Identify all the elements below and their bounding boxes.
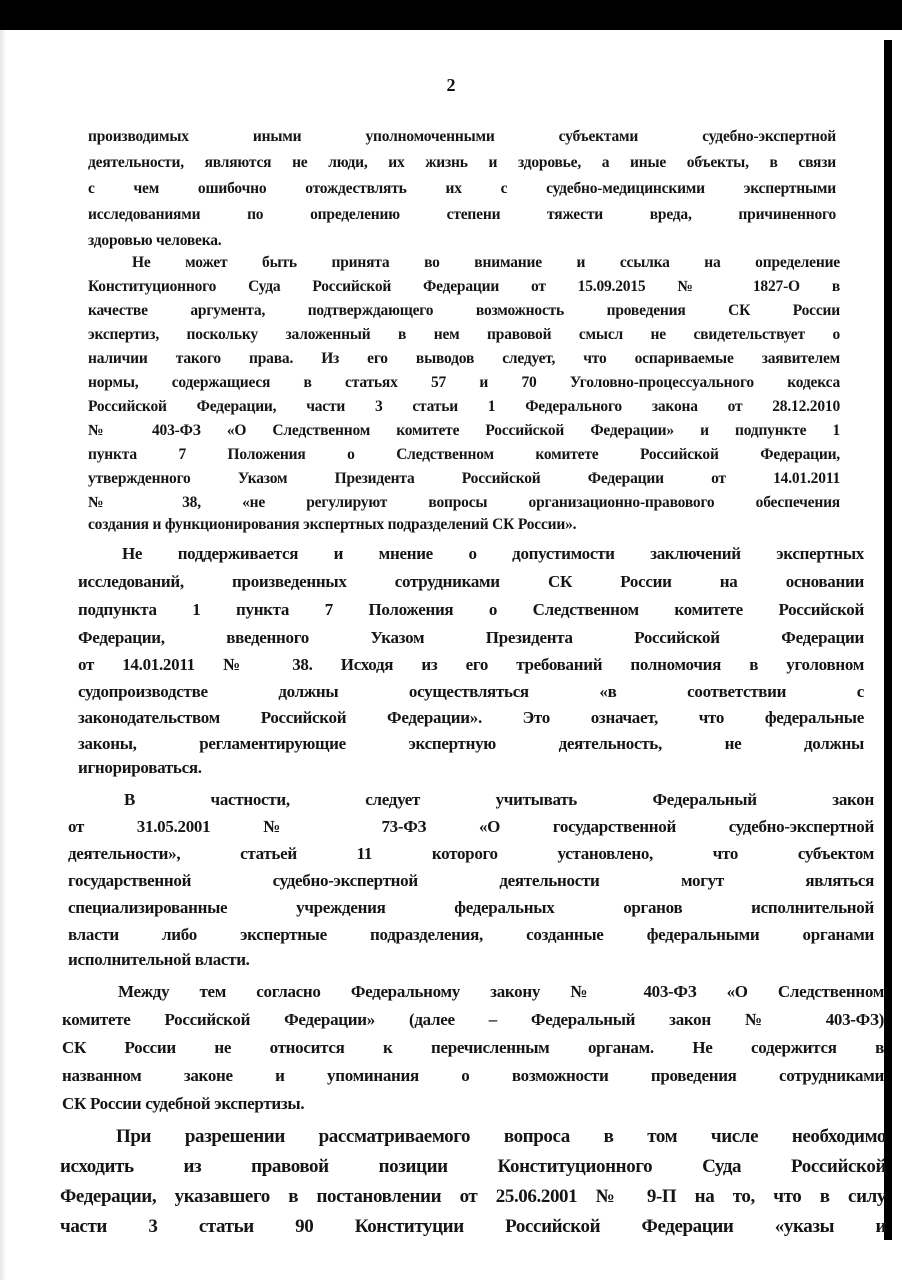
text-line: экспертиз, поскольку заложенный в нем правовой смысл не свидетельствует о [88,326,840,343]
text-line: части 3 статьи 90 Конституции Российской Федерации «указы и [60,1216,886,1237]
text-line: исследованиями по определению степени тяжести вреда, причиненного [88,206,836,223]
text-line: Федерации, введенного Указом Президента Российской Федерации [78,628,864,647]
text-line: подпункта 1 пункта 7 Положения о Следственном комитете Российской [78,600,864,619]
text-line: от 31.05.2001 № 73-ФЗ «О государственной судебно-экспертной [68,817,874,836]
text-line: При разрешении рассматриваемого вопроса в том числе необходимо [116,1126,886,1147]
text-line: государственной судебно-экспертной деятельности могут являться [68,871,874,890]
text-line: от 14.01.2011 № 38. Исходя из его требований полномочия в уголовном [78,655,864,674]
text-line: СК России не относится к перечисленным органам. Не содержится в [62,1038,884,1057]
text-line: Федерации, указавшего в постановлении от 25.06.2001 № 9-П на то, что в силу [60,1186,886,1207]
text-line: исполнительной власти. [68,950,250,969]
text-line: власти либо экспертные подразделения, созданные федеральными органами [68,925,874,944]
text-line: здоровью человека. [88,232,222,249]
text-line: пункта 7 Положения о Следственном комитете Российской Федерации, [88,446,840,463]
text-line: утвержденного Указом Президента Российской Федерации от 14.01.2011 [88,470,840,487]
text-line: судопроизводстве должны осуществляться «в соответствии с [78,682,864,701]
scan-left-shadow [0,30,6,1280]
text-line: с чем ошибочно отождествлять их с судебно-медицинскими экспертными [88,180,836,197]
text-line: деятельности», статьей 11 которого установлено, что субъектом [68,844,874,863]
text-line: названном законе и упоминания о возможности проведения сотрудниками [62,1066,884,1085]
text-line: игнорироваться. [78,758,202,777]
text-line: создания и функционирования экспертных подразделений СК России». [88,516,577,533]
text-line: № 403-ФЗ «О Следственном комитете Российской Федерации» и подпункте 1 [88,422,840,439]
text-line: СК России судебной экспертизы. [62,1094,305,1113]
text-line: исходить из правовой позиции Конституционного Суда Российской [60,1156,886,1177]
text-line: Не поддерживается и мнение о допустимости заключений экспертных [122,544,864,563]
page-number: 2 [446,75,456,95]
text-line: № 38, «не регулируют вопросы организационно-правового обеспечения [88,494,840,511]
scan-top-border [0,0,902,30]
text-line: Российской Федерации, части 3 статьи 1 Федерального закона от 28.12.2010 [88,398,840,415]
text-line: качестве аргумента, подтверждающего возможность проведения СК России [88,302,840,319]
text-line: В частности, следует учитывать Федеральный закон [124,790,874,809]
text-line: законы, регламентирующие экспертную деятельность, не должны [78,734,864,753]
text-line: деятельности, являются не люди, их жизнь и здоровье, а иные объекты, в связи [88,154,836,171]
text-line: специализированные учреждения федеральных органов исполнительной [68,898,874,917]
text-line: Конституционного Суда Российской Федерации от 15.09.2015 № 1827-О в [88,278,840,295]
text-line: комитете Российской Федерации» (далее – Федеральный закон № 403-ФЗ) [62,1010,884,1029]
text-line: Между тем согласно Федеральному закону № 403-ФЗ «О Следственном [118,982,884,1001]
text-line: исследований, произведенных сотрудниками СК России на основании [78,572,864,591]
text-line: Не может быть принята во внимание и ссылка на определение [132,254,840,271]
text-line: производимых иными уполномоченными субъектами судебно-экспертной [88,128,836,145]
text-line: законодательством Российской Федерации». Это означает, что федеральные [78,708,864,727]
text-line: наличии такого права. Из его выводов следует, что оспариваемые заявителем [88,350,840,367]
text-line: нормы, содержащиеся в статьях 57 и 70 Уголовно-процессуального кодекса [88,374,840,391]
scan-right-edge [884,40,892,1240]
